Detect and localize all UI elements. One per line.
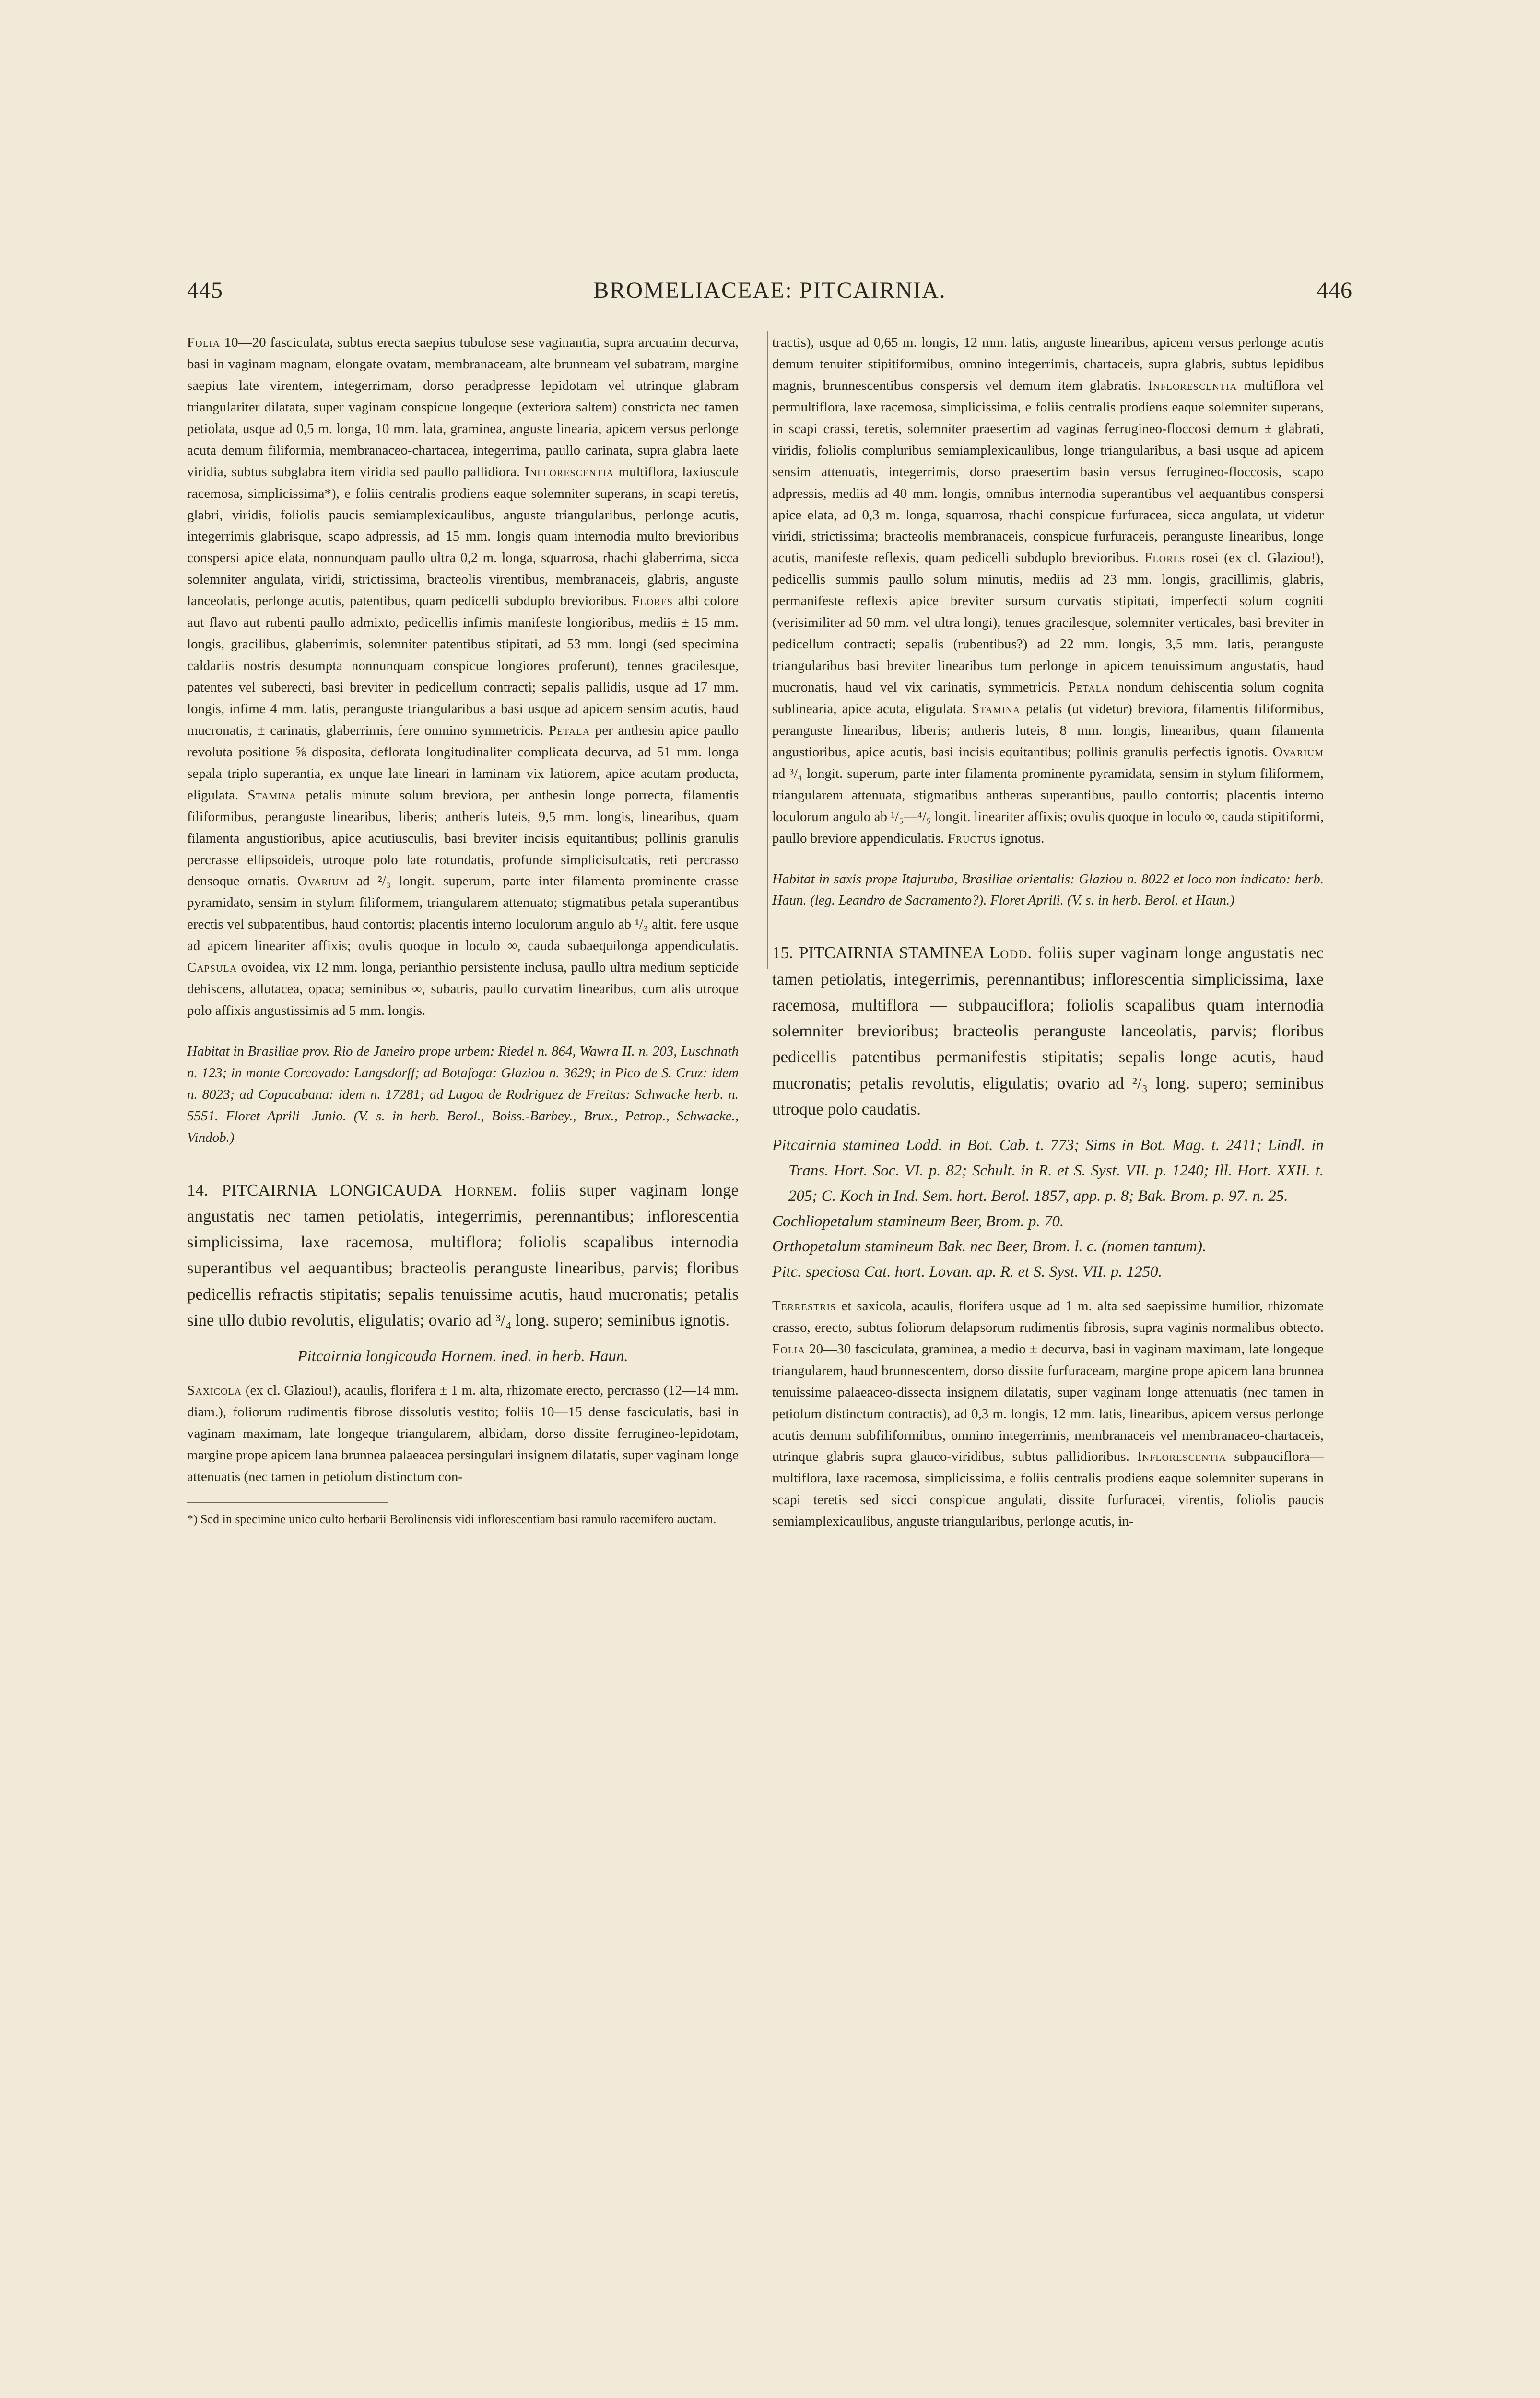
text-stamina: petalis minute solum breviora, per anthesin longe porrecta, filamentis filiformibus, peranguste linearibus, liberis; antheris luteis, 9,5 mm. longis, linearibus, quam filamenta angustioribus, apice acutiusculis, basi breviter incisis equitantibus; pollinis granulis percrasse ellipsoideis, utroque polo late rotundatis, profunde simplicisulcatis, reti percrasso densoque ornatis. (187, 787, 739, 889)
footnote-block (187, 1502, 739, 1529)
label-petala: Petala (549, 722, 590, 738)
text-terrestris: et saxicola, acaulis, florifera usque ad 1 m. alta sed saepissime humilior, rhizomate crasso, erecto, subtus foliorum delapsorum rudimentis fibrosis, supra vaginis normalibus obtecto. (772, 1298, 1324, 1335)
page-number-left: 445 (187, 278, 223, 303)
label-fructus: Fructus (947, 830, 997, 846)
text-ovarium: ad ³/₄ longit. superum, parte inter filamenta prominente pyramidata, sensim in stylum filiformem, triangularem attenuata, stigmatibus antheras superantibus, paullo contortis; placentis interno loculorum angulo ab ¹/₅—⁴/₅ longit. lineariter affixis; ovulis quoque in loculo ∞, cauda stipitiformi, paullo breviore appendiculatis. (772, 765, 1324, 846)
label-folia: Folia (772, 1341, 805, 1357)
label-saxicola: Saxicola (187, 1382, 242, 1398)
species-14-diagnosis (187, 1177, 739, 1334)
species-14-author: Hornem. (454, 1180, 518, 1199)
synonym-line: Cochliopetalum stamineum Beer, Brom. p. 70. (772, 1212, 1064, 1230)
label-ovarium: Ovarium (297, 873, 349, 889)
text-stamina: petalis (ut videtur) breviora, filamentis filiformibus, peranguste linearibus, liberis; antheris luteis, 8 mm. longis, linearibus, quam filamenta angustioribus, apice acutis, basi incisis equitantibus; pollinis granulis perfectis ignotis. (772, 701, 1324, 760)
label-inflorescentia: Inflorescentia (1137, 1449, 1226, 1465)
label-ovarium: Ovarium (1272, 744, 1324, 760)
running-title: BROMELIACEAE: PITCAIRNIA. (593, 278, 946, 303)
species-14-text: foliis super vaginam longe angustatis nec tamen petiolatis, integerrimis, perennantibus; inflorescentia simplicissima, laxe racemosa, multiflora; foliolis scapalibus internodia superantibus vel aequantibus; bracteolis peranguste linearibus, parvis; floribus pedicellis refractis stipitatis; sepalis tenuissime acutis, haud mucronatis; petalis sine ullo dubio revolutis, eligulatis; ovario ad ³/₄ long. supero; seminibus ignotis. (187, 1180, 739, 1329)
right-column (772, 332, 1324, 1538)
text-ovarium: ad ²/₃ longit. superum, parte inter filamenta prominente crasse pyramidato, sensim in stylum filiformem, triangularem attenuato; stigmatibus petala superantibus erectis vel subpatentibus, haud contortis; placentis interno loculorum angulo ab ¹/₃ altit. fere usque ad apicem lineariter affixis; ovulis quoque in loculo ∞, cauda subaequilonga appendiculatis. (187, 873, 739, 954)
synonym-line: Pitcairnia staminea Lodd. in Bot. Cab. t. 773; Sims in Bot. Mag. t. 2411; Lindl. in Trans. Hort. Soc. VI. p. 82; Schult. in R. et S. Syst. VII. p. 1240; Ill. Hort. XXII. t. 205; C. Koch in Ind. Sem. hort. Berol. 1857, app. p. 8; Bak. Brom. p. 97. n. 25. (772, 1137, 1324, 1205)
label-inflorescentia: Inflorescentia (1148, 377, 1237, 393)
footnote-rule (187, 1502, 388, 1510)
text-petala: per anthesin apice paullo revoluta positione ⅝ disposita, deflorata longitudinaliter complicata decurva, ad 51 mm. longa sepala triplo superantia, ex unque late lineari in laminam vix latiorem, apice acutam producta, eligulata. (187, 722, 739, 803)
species-15-diagnosis (772, 940, 1324, 1122)
synonym-line: Pitc. speciosa Cat. hort. Lovan. ap. R. et S. Syst. VII. p. 1250. (772, 1263, 1162, 1281)
page-number-right: 446 (1317, 278, 1352, 303)
label-capsula: Capsula (187, 960, 237, 976)
text-flores: albi colore aut flavo aut rubenti paullo admixto, pedicellis infimis manifeste longioribus, mediis ± 15 mm. longis, gracilibus, glaberrimis, solemniter patentibus stipitati, ad 53 mm. longi (sed specimina caldariis nostris desumpta nonnunquam conspicue longiores proferunt), tennes gracilesque, patentes vel suberecti, basi breviter in pedicellum contracti; sepalis pallidis, usque ad 17 mm. longis, infime 4 mm. latis, peranguste triangularibus a basi usque ad apicem sensim acutis, haud mucronatis, ± carinatis, glaberrimis, fere omnino symmetricis. (187, 593, 739, 738)
species-15-name: 15. PITCAIRNIA STAMINEA (772, 943, 984, 963)
text-inflorescentia: subpauciflora—multiflora, laxe racemosa, simplicissima, e foliis centralis prodiens eaque solemniter superans in scapi teretis sed sicci conspicue angulati, dissite furfuracei, virentis, foliolis paucis semiamplexicaulibus, anguste triangularibus, perlonge acutis, in- (772, 1449, 1324, 1529)
text-flores: rosei (ex cl. Glaziou!), pedicellis summis paullo solum minutis, mediis ad 23 mm. longis, gracillimis, glabris, permanifeste reflexis apice breviter sursum curvatis stipitati, imperfecti solum cogniti (verisimiliter ad 50 mm. vel ultra longi), tenues gracilesque, solemniter verticales, basi breviter in pedicellum contracti; sepalis (rubentibus?) ad 22 mm. longis, 3,5 mm. latis, peranguste triangularibus basi breviter linearibus tum perlonge in apicem tenuissimum angustatis, haud mucronatis, haud vel vix carinatis, symmetricis. (772, 550, 1324, 695)
habitat-paragraph: Habitat in Brasiliae prov. Rio de Janeiro prope urbem: Riedel n. 864, Wawra II. n. 203, Luschnath n. 123; in monte Corcovado: Langsdorff; ad Botafoga: Glaziou n. 3629; in Pico de S. Cruz: idem n. 8023; ad Copacabana: idem n. 17281; ad Lagoa de Rodriguez de Freitas: Schwacke herb. n. 5551. Floret Aprili—Junio. (V. s. in herb. Berol., Boiss.-Barbey., Brux., Petrop., Schwacke., Vindob.) (187, 1044, 739, 1145)
text-inflorescentia: multiflora, laxiuscule racemosa, simplicissima*), e foliis centralis prodiens eaque solemniter superans, in scapi teretis, glabri, viridis, foliolis paucis semiamplexicaulibus, anguste triangularibus, perlonge acutis, integerrimis glabrisque, scapo adpressis, ad 15 mm. longis quam internodia multo brevioribus conspersi apice elata, nonnunquam paullo ultra 0,2 m. longa, squarrosa, rhachi glaberrima, sicca solemniter angulata, viridi, strictissima, bracteolis virentibus, membranaceis, glabris, anguste lanceolatis, perlonge acutis, patentibus, quam pedicelli subduplo brevioribus. (187, 464, 739, 609)
label-stamina: Stamina (247, 787, 297, 803)
label-petala: Petala (1068, 680, 1110, 695)
species-15-synonyms (772, 1133, 1324, 1285)
text-saxicola: (ex cl. Glaziou!), acaulis, florifera ± 1 m. alta, rhizomate erecto, percrasso (12—14 mm. diam.), foliorum rudimentis fibrose dissolutis vestito; foliis 10—15 dense fasciculatis, basi in vaginam maximam, late longeque triangularem, albidam, dorso dissite ferrugineo-lepidotam, margine prope apicem lana brunnea palaeacea persingulari insignem dilatatis, super vaginam longe attenuatis (nec tamen in petiolum distinctum con- (187, 1382, 739, 1484)
synonym-line: Orthopetalum stamineum Bak. nec Beer, Brom. l. c. (nomen tantum). (772, 1238, 1207, 1256)
text-folia: 10—20 fasciculata, subtus erecta saepius tubulose sese vaginantia, supra arcuatim decurva, basi in vaginam magnam, elongate ovatam, membranaceam, alte brunneam vel subatram, margine saepius late virentem, integerrimam, dorso peradpresse lepidotam vel utrinque glabram triangulariter dilatata, super vaginam conspicue longeque (exteriora saltem) constricta nec tamen petiolata, usque ad 0,5 m. longa, 10 mm. lata, graminea, anguste linearia, apicem versus perlonge acuta demum filiformia, membranaceo-chartacea, integerrima, paullo carinata, supra glabra laete viridia, subtus subglabra item viridia sed paullo pallidiora. (187, 335, 739, 480)
left-column (187, 332, 739, 1535)
label-flores: Flores (632, 593, 673, 609)
species-15-text: foliis super vaginam longe angustatis nec tamen petiolatis, integerrimis, perennantibus; inflorescentia simplicissima, laxe racemosa, multiflora — subpauciflora; foliolis scapalibus quam internodia solemniter brevioribus; bracteolis peranguste lanceolatis, parvis; floribus pedicellis patentibus permanifestis stipitatis; sepalis longe acutis, haud mucronatis; petalis revolutis, eligulatis; ovario ad ²/₃ long. supero; seminibus utroque polo caudatis. (772, 943, 1324, 1118)
text-inflorescentia: multiflora vel permultiflora, laxe racemosa, simplicissima, e foliis centralis prodiens eaque solemniter superans, in scapi crassi, teretis, solemniter praesertim ad vaginas ferrugineo-floccosi demum ± glabrati, viridis, foliolis compluribus semiamplexicaulibus, longe triangularibus, a basi usque ad apicem sensim attenuatis, integerrimis, dorso praesertim basin versus ferrugineo-floccosis, scapo adpressis, mediis ad 40 mm. longis, omnibus internodia superantibus vel aequantibus conspersi apice elata, ad 0,3 m. longa, squarrosa, rhachi conspicue furfuracea, sicca angulata, ut videtur viridi, strictissima; bracteolis membranaceis, conspicue furfuraceis, peranguste linearibus, longe acutis, manifeste reflexis, quam pedicelli subduplo brevioribus. (772, 377, 1324, 566)
description-paragraph (187, 332, 739, 1022)
text-folia: 20—30 fasciculata, graminea, a medio ± decurva, basi in vaginam maximam, late longeque triangularem, haud brunnescentem, dorso dissite furfuraceam, margine prope apicem lana brunnea tenuissime palaeaceo-dissecta insignem dilatatis, super vaginam longe attenuatis (nec tamen in petiolum distinctum contractis), ad 0,3 m. longis, 12 mm. latis, linearibus, apicem versus perlonge acutis demum subfiliformibus, omnino integerrimis, membranaceis vel membranaceo-chartaceis, utrinque glabris supra glauco-viridibus, subtus pallidioribus. (772, 1341, 1324, 1465)
footnote-text: *) Sed in specimine unico culto herbarii Berolinensis vidi inflorescentiam basi ramulo racemifero auctam. (187, 1512, 717, 1526)
text-fructus: ignotus. (999, 830, 1045, 846)
text-petala: nondum dehiscentia solum cognita sublinearia, apice acuta, eligulata. (772, 680, 1324, 717)
text-capsula: ovoidea, vix 12 mm. longa, perianthio persistente inclusa, paullo ultra medium septicide dehiscens, allutacea, opaca; seminibus ∞, subatris, paullo curvatim linearibus, cum alis utroque polo affixis angustissimis ad 5 mm. longis. (187, 960, 739, 1019)
habitat-paragraph: Habitat in saxis prope Itajuruba, Brasiliae orientalis: Glaziou n. 8022 et loco non indicato: herb. Haun. (leg. Leandro de Sacramento?). Floret Aprili. (V. s. in herb. Berol. et Haun.) (772, 871, 1324, 908)
description-paragraph-continued (772, 332, 1324, 849)
label-flores: Flores (1144, 550, 1186, 566)
text-folia-cont: tractis), usque ad 0,65 m. longis, 12 mm. latis, anguste linearibus, apicem versus perlonge acutis demum tenuiter stipitiformibus, omnino integerrimis, chartaceis, supra glabris, subtus lepidibus magnis, brunnescentibus conspersis vel demum item glabratis. (772, 335, 1324, 393)
label-stamina: Stamina (971, 701, 1021, 717)
species-14-name: 14. PITCAIRNIA LONGICAUDA (187, 1180, 441, 1199)
species-15-description (772, 1295, 1324, 1532)
label-folia: Folia (187, 335, 220, 350)
label-terrestris: Terrestris (772, 1298, 836, 1314)
running-header (187, 277, 1352, 316)
label-inflorescentia: Inflorescentia (524, 464, 614, 480)
column-divider (767, 331, 768, 969)
species-14-description (187, 1380, 739, 1488)
species-14-synonym: Pitcairnia longicauda Hornem. ined. in herb. Haun. (297, 1348, 628, 1365)
species-15-author: Lodd. (989, 943, 1033, 963)
